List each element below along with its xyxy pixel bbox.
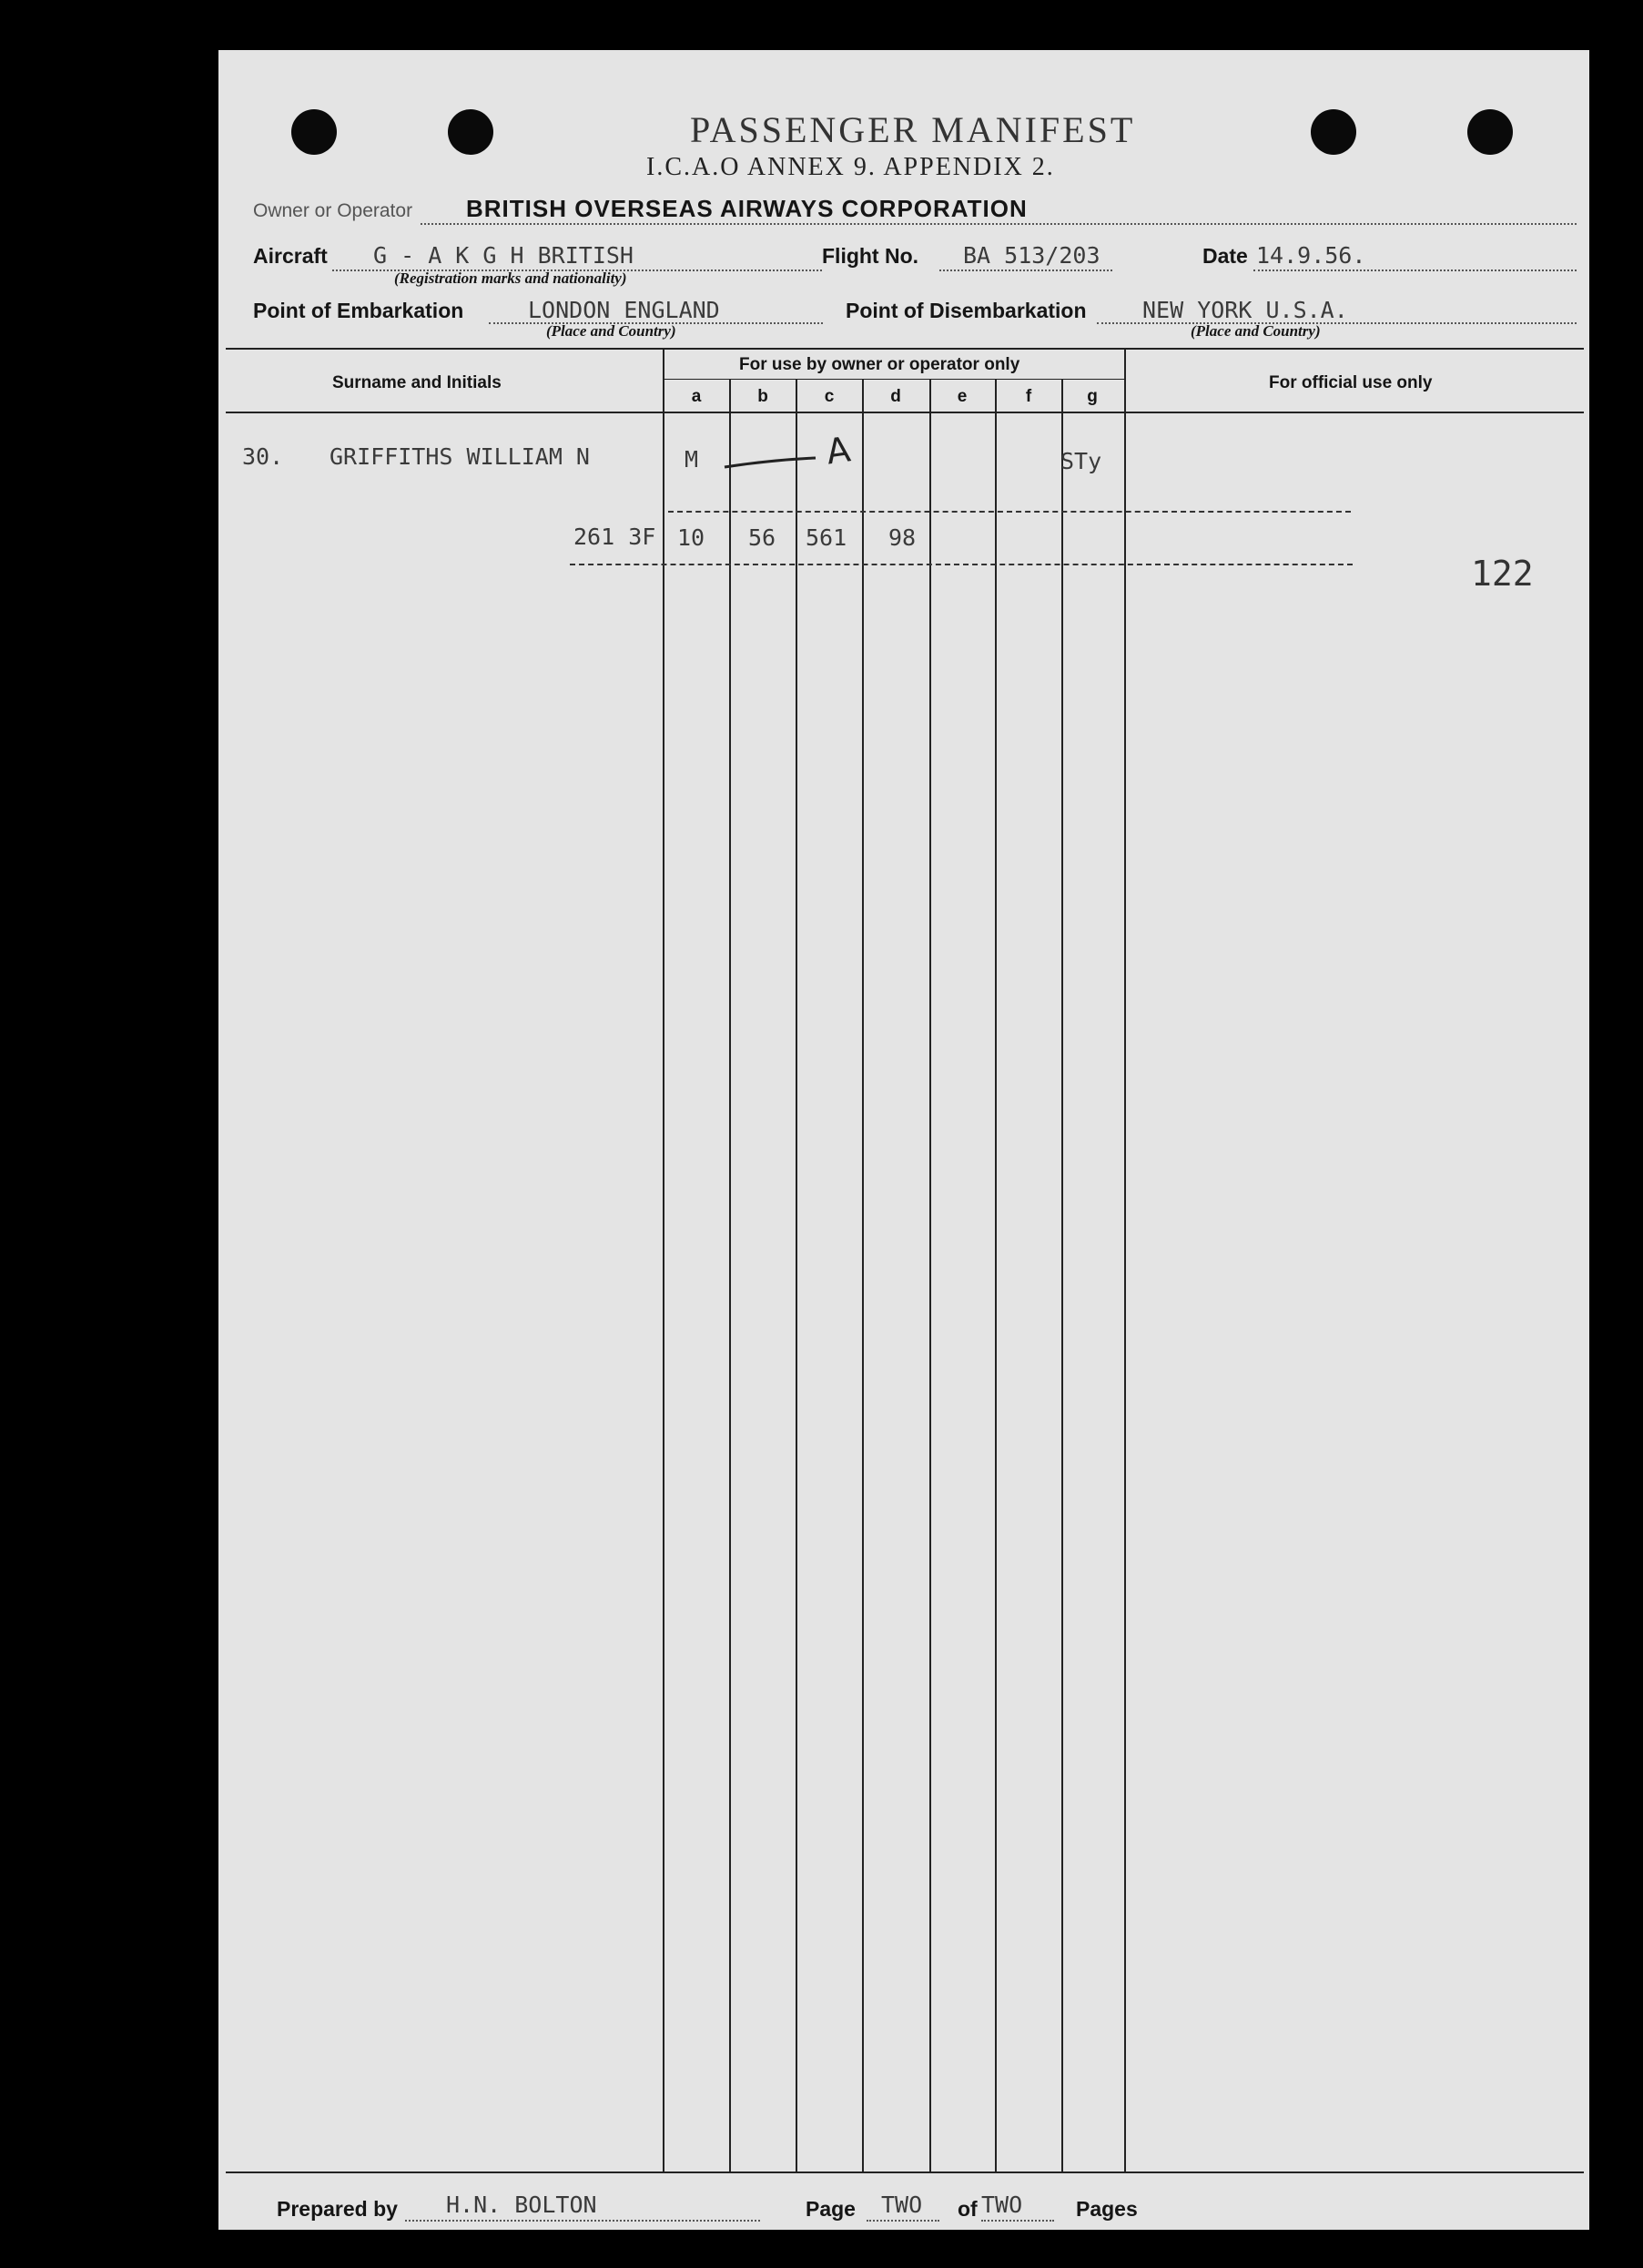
- sub-col-g: g: [1087, 387, 1098, 406]
- code-col-b: 56: [748, 524, 776, 551]
- aircraft-label: Aircraft: [253, 244, 328, 268]
- page-of-value: TWO: [981, 2192, 1023, 2218]
- punch-hole-icon: [1467, 109, 1513, 155]
- col-official-header: For official use only: [1269, 373, 1433, 392]
- embarkation-value: LONDON ENGLAND: [528, 297, 720, 323]
- disembarkation-value: NEW YORK U.S.A.: [1142, 297, 1348, 323]
- aircraft-sublabel: (Registration marks and nationality): [394, 270, 627, 287]
- manifest-title: PASSENGER MANIFEST: [690, 109, 1136, 150]
- prepared-by-value: H.N. BOLTON: [446, 2192, 597, 2218]
- pages-label: Pages: [1076, 2197, 1138, 2221]
- disembarkation-sublabel: (Place and Country): [1191, 322, 1321, 340]
- prepared-by-label: Prepared by: [277, 2197, 398, 2221]
- passenger-name: GRIFFITHS WILLIAM N: [330, 443, 590, 470]
- punch-hole-icon: [291, 109, 337, 155]
- sub-col-b: b: [757, 387, 768, 406]
- code-col-c: 561: [806, 524, 847, 551]
- owner-value: BRITISH OVERSEAS AIRWAYS CORPORATION: [466, 195, 1028, 222]
- col-surname-header: Surname and Initials: [332, 373, 502, 392]
- flight-label: Flight No.: [822, 244, 919, 268]
- page-label: Page: [806, 2197, 856, 2221]
- embarkation-sublabel: (Place and Country): [546, 322, 676, 340]
- passenger-number: 30.: [242, 443, 284, 470]
- punch-hole-icon: [448, 109, 493, 155]
- flight-value: BA 513/203: [963, 242, 1100, 269]
- manifest-page: [218, 50, 1589, 2230]
- date-label: Date: [1202, 244, 1248, 268]
- sub-col-c: c: [824, 387, 835, 406]
- handwritten-mark: A: [824, 429, 853, 473]
- disembarkation-label: Point of Disembarkation: [846, 299, 1087, 322]
- owner-label: Owner or Operator: [253, 200, 413, 221]
- sub-col-f: f: [1025, 387, 1032, 406]
- passenger-col-a: M: [685, 446, 699, 473]
- sub-col-e: e: [957, 387, 968, 406]
- passenger-col-g: STy: [1060, 448, 1102, 474]
- embarkation-label: Point of Embarkation: [253, 299, 464, 322]
- aircraft-value: G - A K G H BRITISH: [373, 242, 634, 269]
- code-col-a: 10: [677, 524, 705, 551]
- passenger-ref-code: 261 3F: [573, 524, 656, 550]
- official-number: 122: [1471, 554, 1534, 594]
- handwritten-stroke-icon: [721, 440, 821, 485]
- sub-col-d: d: [890, 387, 901, 406]
- page-value: TWO: [881, 2192, 923, 2218]
- punch-hole-icon: [1311, 109, 1356, 155]
- sub-col-a: a: [691, 387, 702, 406]
- manifest-subtitle: I.C.A.O ANNEX 9. APPENDIX 2.: [646, 153, 1055, 181]
- date-value: 14.9.56.: [1256, 242, 1366, 269]
- col-operator-header: For use by owner or operator only: [739, 355, 1020, 374]
- page-of-label: of: [958, 2197, 978, 2221]
- code-col-d: 98: [888, 524, 917, 551]
